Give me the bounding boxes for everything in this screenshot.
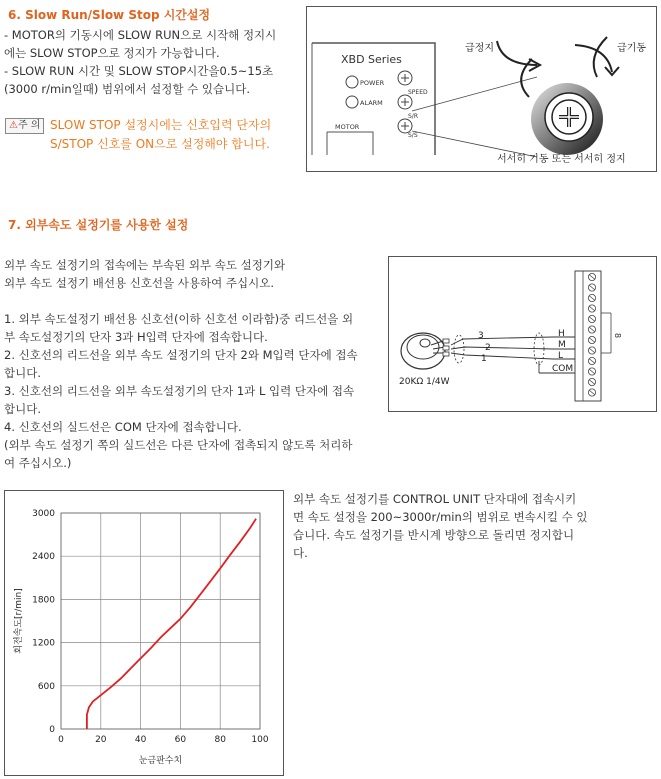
description-line: 다. — [293, 546, 308, 560]
slow-run-figure-svg — [307, 7, 656, 171]
y-axis-label: 회전속도[r/min] — [14, 588, 24, 654]
left-arrow-label: 급정지 — [465, 43, 494, 54]
section6-line: - SLOW RUN 시간 및 SLOW STOP시간을0.5~15초 — [4, 64, 274, 78]
y-tick-label: 3000 — [32, 509, 55, 519]
speed-trimmer-icon — [398, 71, 412, 85]
x-tick-label: 100 — [251, 735, 269, 745]
y-tick-label: 1800 — [32, 595, 55, 606]
m-label: M — [558, 340, 566, 350]
step-line: (외부 속도 설정기 쪽의 실드선은 다른 단자에 접촉되지 않도록 처리하 — [4, 438, 353, 452]
x-tick-label: 0 — [58, 735, 64, 745]
section7-description — [293, 490, 587, 562]
wiring-diagram — [388, 256, 657, 412]
section7-intro — [4, 256, 285, 292]
h-label: H — [558, 329, 565, 339]
speed-chart-svg — [5, 491, 283, 775]
section6-line: - MOTOR의 기동시에 SLOW RUN으로 시작해 정지시 — [4, 28, 277, 42]
step-line: 부 속도설정기의 단자 3과 H입력 단자에 접속합니다. — [4, 330, 268, 344]
step-line: 2. 신호선의 리드선을 외부 속도 설정기의 단자 2와 M입력 단자에 접속 — [4, 348, 358, 362]
plot-frame — [61, 513, 260, 729]
pot-label: 20KΩ 1/4W — [399, 377, 450, 387]
x-tick-label: 60 — [174, 735, 187, 745]
power-led-icon — [346, 76, 358, 88]
ss-trimmer-icon — [398, 119, 412, 133]
sr-label: S/R — [408, 113, 418, 120]
step-line: 3. 신호선의 리드선을 외부 속도설정기의 단자 1과 L 입력 단자에 접속 — [4, 384, 355, 398]
alarm-label: ALARM — [360, 99, 383, 107]
potentiometer-icon — [401, 333, 449, 369]
x-tick-label: 40 — [134, 735, 147, 745]
section6-text — [4, 26, 276, 98]
section6-line: (3000 r/min일때) 범위에서 설정할 수 있습니다. — [4, 82, 250, 96]
alarm-led-icon — [346, 96, 358, 108]
wire3-label: 3 — [478, 331, 484, 341]
y-tick-label: 2400 — [32, 552, 55, 563]
section7-title: 7. 외부속도 설정기를 사용한 설정 — [8, 218, 189, 232]
motor-label: MOTOR — [335, 123, 360, 131]
right-arrow-label: 급기동 — [617, 43, 646, 54]
description-line: 면 속도 설정을 200~3000r/min의 범위로 변속시킬 수 있 — [293, 510, 588, 524]
y-tick-label: 0 — [49, 725, 55, 735]
wire1-label: 1 — [481, 354, 487, 364]
power-label: POWER — [360, 79, 385, 87]
speed-chart — [4, 490, 284, 776]
wiring-diagram-svg — [389, 257, 656, 411]
speed-label: SPEED — [408, 89, 428, 96]
step-line: 1. 외부 속도설정기 배선용 신호선(이하 신호선 이라함)중 리드선을 외 — [4, 312, 354, 326]
section6-title: 6. Slow Run/Slow Stop 시간설정 — [8, 8, 211, 22]
intro-line: 외부 속도 설정기 배선용 신호선을 사용하여 주십시오. — [4, 276, 274, 290]
warning-icon: ⚠ — [9, 120, 18, 131]
x-axis-label: 눈금판수치 — [138, 756, 183, 766]
step-line: 4. 신호선의 실드선은 COM 단자에 접속합니다. — [4, 420, 242, 434]
ss-label: S/S — [408, 132, 418, 139]
description-line: 습니다. 속도 설정기를 반시계 방향으로 돌리면 정지합니 — [293, 528, 575, 542]
y-tick-label: 600 — [37, 681, 55, 692]
y-tick-label: 1200 — [32, 638, 55, 649]
x-tick-label: 80 — [214, 735, 226, 745]
series-label: XBD Series — [341, 53, 402, 66]
caution-line: SLOW STOP 설정시에는 신호입력 단자의 — [50, 118, 272, 132]
l-label: L — [558, 351, 564, 361]
caution-label: 주 의 — [17, 120, 41, 131]
slow-run-figure — [306, 6, 657, 172]
speed-curve-line — [87, 519, 256, 729]
section6-line: 에는 SLOW STOP으로 정지가 가능합니다. — [4, 46, 220, 60]
sr-trimmer-icon — [398, 95, 412, 109]
figure-caption: 서서히 기동 또는 서서히 정지 — [497, 154, 626, 165]
terminal-label: 8 — [613, 333, 622, 339]
caution-text — [50, 116, 271, 154]
terminal-block — [575, 271, 601, 401]
step-line: 여 주십시오.) — [4, 456, 72, 470]
description-line: 외부 속도 설정기를 CONTROL UNIT 단자대에 접속시키 — [293, 492, 577, 506]
caution-line: S/STOP 신호를 ON으로 설정해야 합니다. — [50, 137, 270, 151]
caution-badge — [5, 118, 44, 134]
wire2-label: 2 — [485, 343, 491, 353]
step-line: 합니다. — [4, 366, 41, 380]
x-tick-label: 20 — [95, 735, 107, 745]
intro-line: 외부 속도 설정기의 접속에는 부속된 외부 속도 설정기와 — [4, 258, 286, 272]
com-label: COM — [552, 364, 574, 374]
section7-steps — [4, 310, 358, 472]
step-line: 합니다. — [4, 402, 41, 416]
